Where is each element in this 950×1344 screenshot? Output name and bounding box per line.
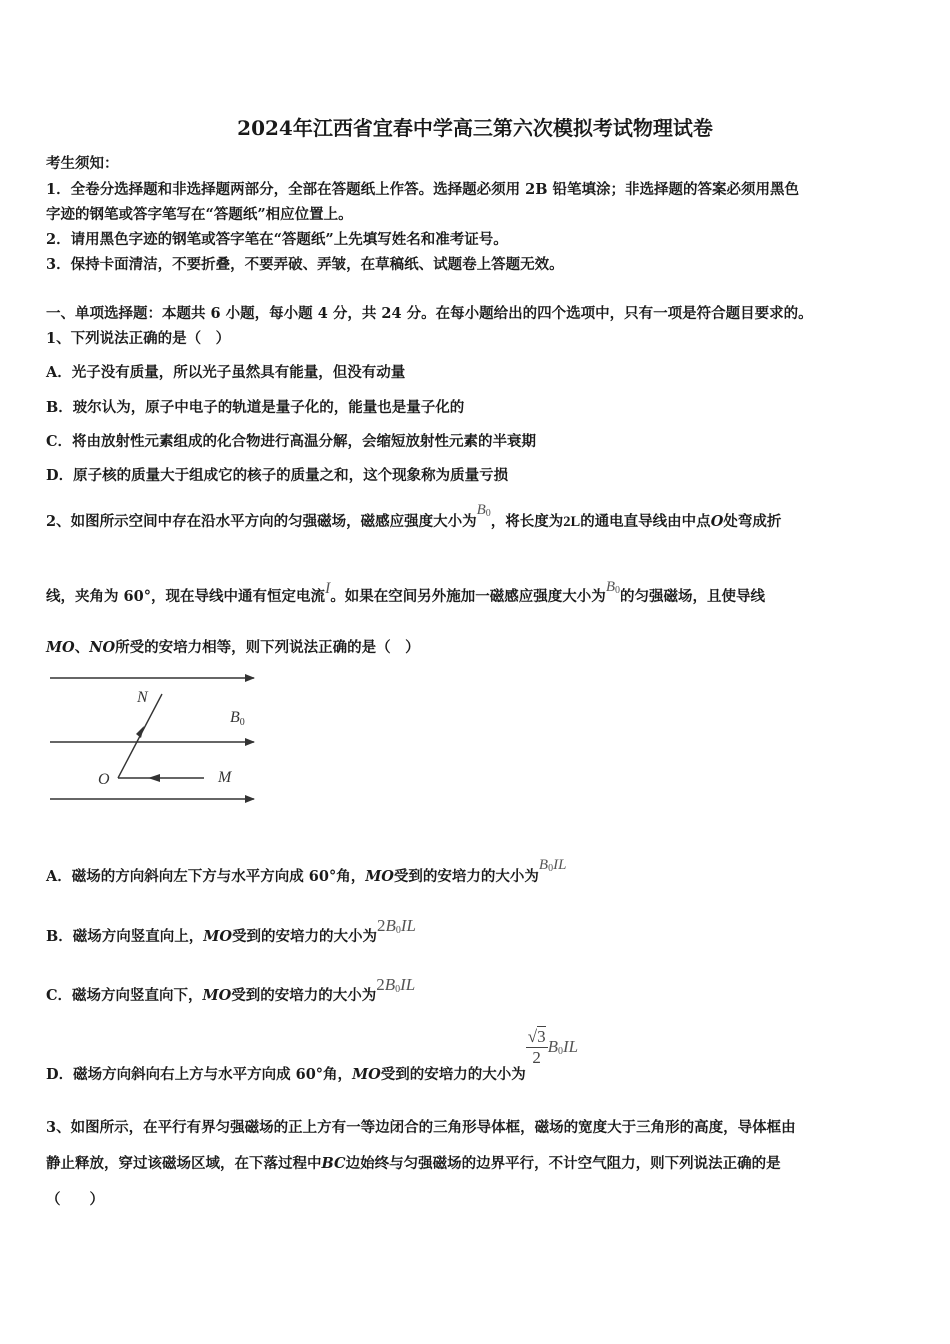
label-m: M — [218, 769, 232, 786]
q1-option-d: D．原子核的质量大于组成它的核子的质量之和，这个现象称为质量亏损 — [46, 467, 509, 484]
notice-item-1-line-2: 字迹的钢笔或答字笔写在“答题纸”相应位置上。 — [46, 206, 353, 223]
q2-stem-line-1: 2、如图所示空间中存在沿水平方向的匀强磁场，磁感应强度大小为$B_0$，将长度为2L的通电直导线由中点O处弯成折 — [46, 502, 782, 530]
q2-option-b: B．磁场方向竖直向上，MO受到的安培力的大小为$2B_0IL$ — [46, 916, 416, 945]
section-1-header: 一、单项选择题：本题共 6 小题，每小题 4 分，共 24 分。在每小题给出的四个选项中，只有一项是符合题目要求的。 — [46, 305, 813, 322]
q2-stem-line-3: MO、NO所受的安培力相等，则下列说法正确的是（ ） — [46, 639, 420, 656]
q1-stem: 1、下列说法正确的是（ ） — [46, 330, 231, 347]
label-o: O — [98, 771, 110, 788]
q2-magnetic-field-figure — [44, 668, 274, 813]
q3-stem-line-2: 静止释放，穿过该磁场区域，在下落过程中BC边始终与匀强磁场的边界平行，不计空气阻力，则下列说法正确的是 — [46, 1155, 781, 1172]
q2-option-a: A．磁场的方向斜向左下方与水平方向成 60°角，MO受到的安培力的大小为$B_0IL$ — [46, 857, 567, 885]
q3-stem-line-1: 3、如图所示，在平行有界匀强磁场的正上方有一等边闭合的三角形导体框，磁场的宽度大于三角形的高度，导体框由 — [46, 1119, 796, 1136]
q1-option-a: A．光子没有质量，所以光子虽然具有能量，但没有动量 — [46, 364, 406, 381]
notice-heading: 考生须知： — [46, 155, 119, 172]
label-n: N — [137, 689, 148, 706]
q3-stem-line-3: （ ） — [46, 1191, 104, 1208]
page-title: 2024年江西省宜春中学高三第六次模拟考试物理试卷 — [237, 116, 713, 140]
notice-item-1-line-1: 1．全卷分选择题和非选择题两部分，全部在答题纸上作答。选择题必须用 2B 铅笔填涂；非选择题的答案必须用黑色 — [46, 181, 800, 198]
q2-option-d: D．磁场方向斜向右上方与水平方向成 60°角，MO受到的安培力的大小为 $\frac{√3}{2}$ $B_0IL$ — [46, 1027, 579, 1083]
sqrt3-over-2: $\frac{√3}{2}$ — [527, 1027, 546, 1067]
notice-item-3: 3．保持卡面清洁，不要折叠，不要弄破、弄皱，在草稿纸、试题卷上答题无效。 — [46, 256, 564, 273]
q1-option-c: C．将由放射性元素组成的化合物进行高温分解，会缩短放射性元素的半衰期 — [46, 433, 537, 450]
q1-option-b: B．玻尔认为，原子中电子的轨道是量子化的，能量也是量子化的 — [46, 399, 465, 416]
q2-option-c: C．磁场方向竖直向下，MO受到的安培力的大小为$2B_0IL$ — [46, 975, 416, 1004]
notice-item-2: 2．请用黑色字迹的钢笔或答字笔在“答题纸”上先填写姓名和准考证号。 — [46, 231, 508, 248]
wire-mo-current-arrow — [148, 774, 160, 782]
q2-stem-line-2: 线，夹角为 60°，现在导线中通有恒定电流I。如果在空间另外施加一磁感应强度大小为$B_0$的匀强磁场，且使导线 — [46, 579, 765, 605]
label-b0: B0 — [230, 709, 245, 728]
